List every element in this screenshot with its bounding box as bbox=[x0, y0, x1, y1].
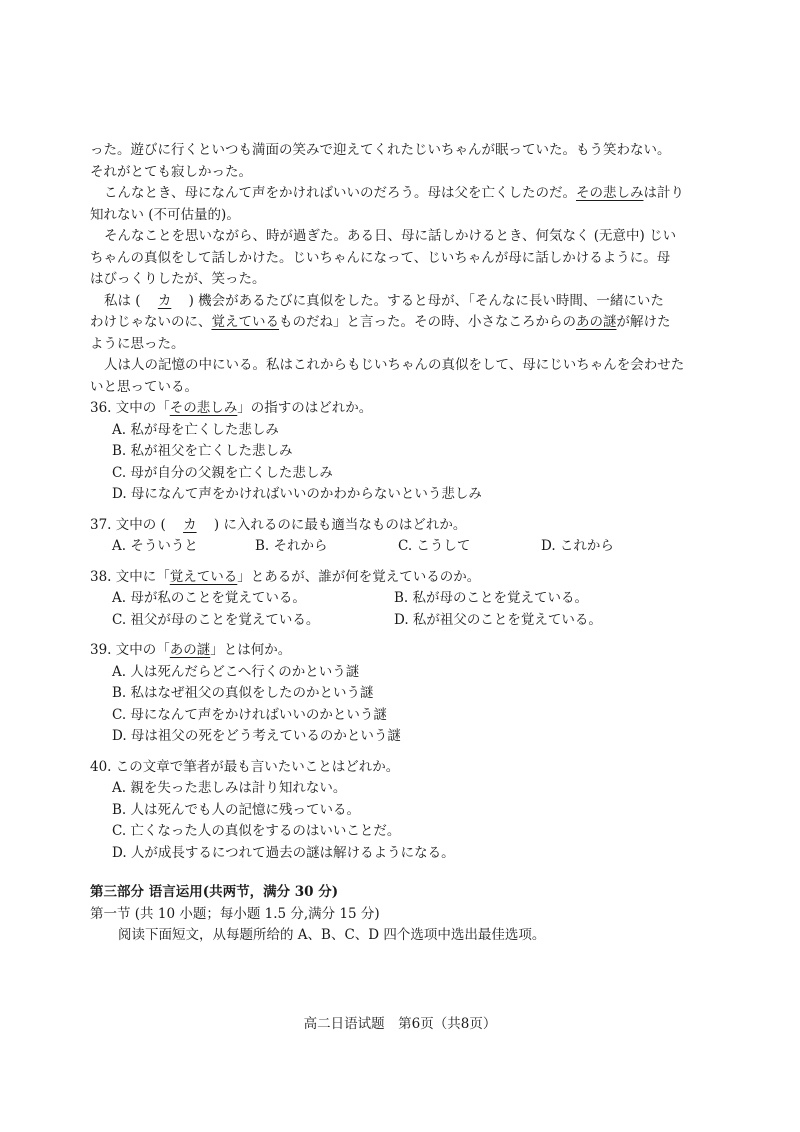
passage-line: ように思った。 bbox=[90, 335, 185, 352]
question-39 bbox=[90, 640, 720, 748]
option-d: D. これから bbox=[541, 538, 614, 554]
passage-line: ちゃんの真似をして話しかけた。じいちゃんになって、じいちゃんが母に話しかけるように。母 bbox=[90, 249, 671, 266]
section-instruction: 阅读下面短文，从每题所给的 A、B、C、D 四个选项中选出最佳选项。 bbox=[118, 927, 546, 943]
option-d: D. 人が成長するにつれて過去の謎は解けるようになる。 bbox=[112, 844, 455, 861]
passage-line: はびっくりしたが、笑った。 bbox=[90, 271, 266, 287]
option-c: C. 亡くなった人の真似をするのはいいことだ。 bbox=[112, 823, 401, 839]
question-37 bbox=[90, 515, 720, 558]
passage-line: こんなとき、母になんて声をかければいいのだろう。母は父を亡くしたのだ。その悲しみは計り bbox=[104, 185, 684, 201]
option-b: B. 私が母のことを覚えている。 bbox=[394, 590, 589, 606]
option-a: A. 人は死んだらどこへ行くのかという謎 bbox=[112, 663, 360, 680]
question-stem: 38. 文中に「覚えている」とあるが、誰が何を覚えているのか。 bbox=[90, 568, 481, 585]
option-a: A. 母が私のことを覚えている。 bbox=[112, 590, 306, 606]
option-c: C. 母になんて声をかければいいのかという謎 bbox=[112, 706, 387, 723]
question-stem: 37. 文中の ( カ ) に入れるのに最も適当なものはどれか。 bbox=[90, 516, 467, 533]
option-b: B. 私が祖父を亡くした悲しみ bbox=[112, 443, 293, 459]
option-c: C. 母が自分の父親を亡くした悲しみ bbox=[112, 464, 333, 481]
options-row bbox=[90, 610, 720, 632]
underlined-phrase: あの謎 bbox=[576, 314, 617, 330]
passage-line: わけじゃないのに、覚えているものだね」と言った。その時、小さなころからのあの謎が解けた bbox=[90, 314, 671, 330]
option-a: A. そういうと bbox=[112, 538, 198, 554]
reading-passage bbox=[90, 140, 720, 398]
passage-line: 人は人の記憶の中にいる。私はこれからもじいちゃんの真似をして、母にじいちゃんを会わせた bbox=[104, 357, 685, 373]
exam-page bbox=[90, 140, 720, 947]
passage-line: 私は ( カ ) 機会があるたびに真似をした。すると母が、「そんなに長い時間、一緒にいた bbox=[90, 291, 720, 313]
section-heading: 第三部分 语言运用(共两节，满分 30 分) bbox=[90, 884, 339, 900]
question-stem: 36. 文中の「その悲しみ」の指すのはどれか。 bbox=[90, 400, 373, 416]
question-stem: 40. この文章で筆者が最も言いたいことはどれか。 bbox=[90, 758, 400, 775]
page-footer: 高二日语试题 第6页（共8页） bbox=[303, 1016, 497, 1032]
underlined-phrase: その悲しみ bbox=[575, 185, 644, 201]
option-d: D. 母になんて声をかければいいのかわからないという悲しみ bbox=[112, 486, 482, 502]
section-three bbox=[90, 882, 720, 947]
passage-line: いと思っている。 bbox=[90, 378, 198, 395]
option-d: D. 私が祖父のことを覚えている。 bbox=[394, 611, 602, 628]
question-40 bbox=[90, 757, 720, 865]
option-b: B. 私はなぜ祖父の真似をしたのかという謎 bbox=[112, 685, 374, 701]
question-stem: 39. 文中の「あの謎」とは何か。 bbox=[90, 642, 292, 658]
question-38 bbox=[90, 567, 720, 632]
option-b: B. 人は死んでも人の記憶に残っている。 bbox=[112, 801, 361, 818]
option-a: A. 親を失った悲しみは計り知れない。 bbox=[112, 780, 347, 796]
passage-line: それがとても寂しかった。 bbox=[90, 163, 252, 180]
passage-line: そんなことを思いながら、時が過ぎた。ある日、母に話しかけるとき、何気なく (无意中) じい bbox=[104, 228, 677, 244]
option-b: B. それから bbox=[255, 538, 328, 554]
section-subheading: 第一节 (共 10 小题；每小题 1.5 分,满分 15 分) bbox=[90, 905, 380, 922]
option-a: A. 私が母を亡くした悲しみ bbox=[112, 421, 279, 438]
underlined-phrase: 覚えている bbox=[211, 314, 279, 330]
option-d: D. 母は祖父の死をどう考えているのかという謎 bbox=[112, 728, 401, 744]
blank-ka: カ bbox=[157, 292, 172, 309]
passage-line: 知れない (不可估量的)。 bbox=[90, 206, 240, 223]
question-36 bbox=[90, 398, 720, 506]
option-c: C. こうして bbox=[398, 538, 471, 554]
options-row bbox=[90, 536, 720, 558]
options-row bbox=[90, 588, 720, 610]
passage-line: った。遊びに行くといつも満面の笑みで迎えてくれたじいちゃんが眠っていた。もう笑わない。 bbox=[90, 142, 671, 158]
option-c: C. 祖父が母のことを覚えている。 bbox=[112, 611, 320, 628]
